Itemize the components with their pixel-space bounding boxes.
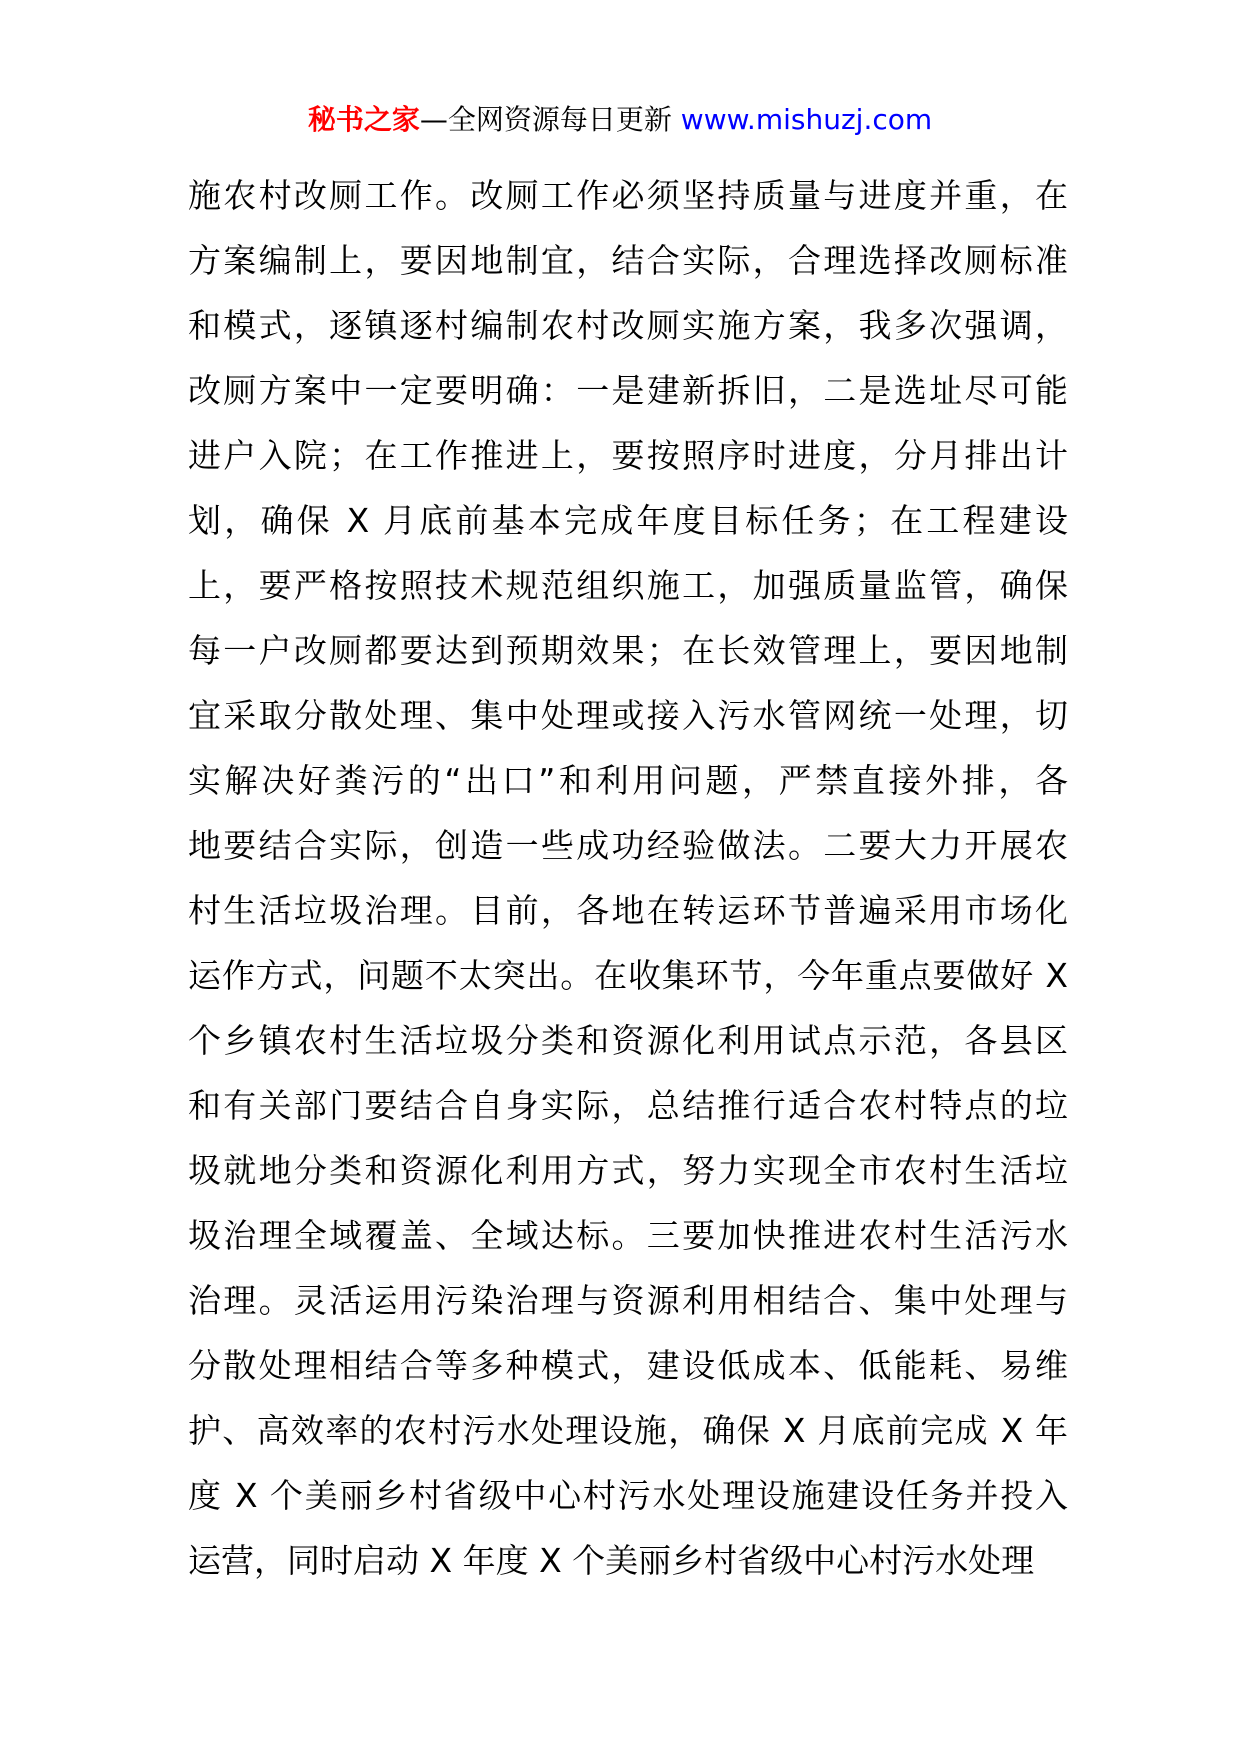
body-line: 圾治理全域覆盖、全域达标。三要加快推进农村生活污水 [188,1216,1068,1255]
body-line: 地要结合实际，创造一些成功经验做法。二要大力开展农 [188,826,1068,865]
body-line: 施农村改厕工作。改厕工作必须坚持质量与进度并重，在 [188,176,1068,215]
header-tagline: —全网资源每日更新 [419,103,672,136]
body-line: 度 X 个美丽乡村省级中心村污水处理设施建设任务并投入 [188,1476,1068,1515]
body-line: 上，要严格按照技术规范组织施工，加强质量监管，确保 [188,566,1068,605]
body-line: 方案编制上，要因地制宜，结合实际，合理选择改厕标准 [188,241,1068,280]
body-line: 个乡镇农村生活垃圾分类和资源化利用试点示范，各县区 [188,1021,1068,1060]
document-body [188,163,1068,1593]
body-line: 圾就地分类和资源化利用方式，努力实现全市农村生活垃 [188,1151,1068,1190]
body-line: 划，确保 X 月底前基本完成年度目标任务；在工程建设 [188,501,1068,540]
page-header [0,100,1240,140]
body-line: 村生活垃圾治理。目前，各地在转运环节普遍采用市场化 [188,891,1068,930]
brand-name: 秘书之家 [307,103,420,136]
body-line: 分散处理相结合等多种模式，建设低成本、低能耗、易维 [188,1346,1068,1385]
body-line: 和有关部门要结合自身实际，总结推行适合农村特点的垃 [188,1086,1068,1125]
body-line: 护、高效率的农村污水处理设施，确保 X 月底前完成 X 年 [188,1411,1068,1450]
site-url-link[interactable]: www.mishuzj.com [680,103,933,136]
body-line: 每一户改厕都要达到预期效果；在长效管理上，要因地制 [188,631,1068,670]
body-line: 运作方式，问题不太突出。在收集环节，今年重点要做好 X [188,956,1068,995]
body-line: 实解决好粪污的“出口”和利用问题，严禁直接外排，各 [188,761,1068,800]
body-line: 治理。灵活运用污染治理与资源利用相结合、集中处理与 [188,1281,1068,1320]
body-line: 改厕方案中一定要明确：一是建新拆旧，二是选址尽可能 [188,371,1068,410]
body-line: 宜采取分散处理、集中处理或接入污水管网统一处理，切 [188,696,1068,735]
body-line: 运营，同时启动 X 年度 X 个美丽乡村省级中心村污水处理 [188,1541,1035,1580]
body-line: 进户入院；在工作推进上，要按照序时进度，分月排出计 [188,436,1068,475]
body-line: 和模式，逐镇逐村编制农村改厕实施方案，我多次强调， [188,306,1068,345]
